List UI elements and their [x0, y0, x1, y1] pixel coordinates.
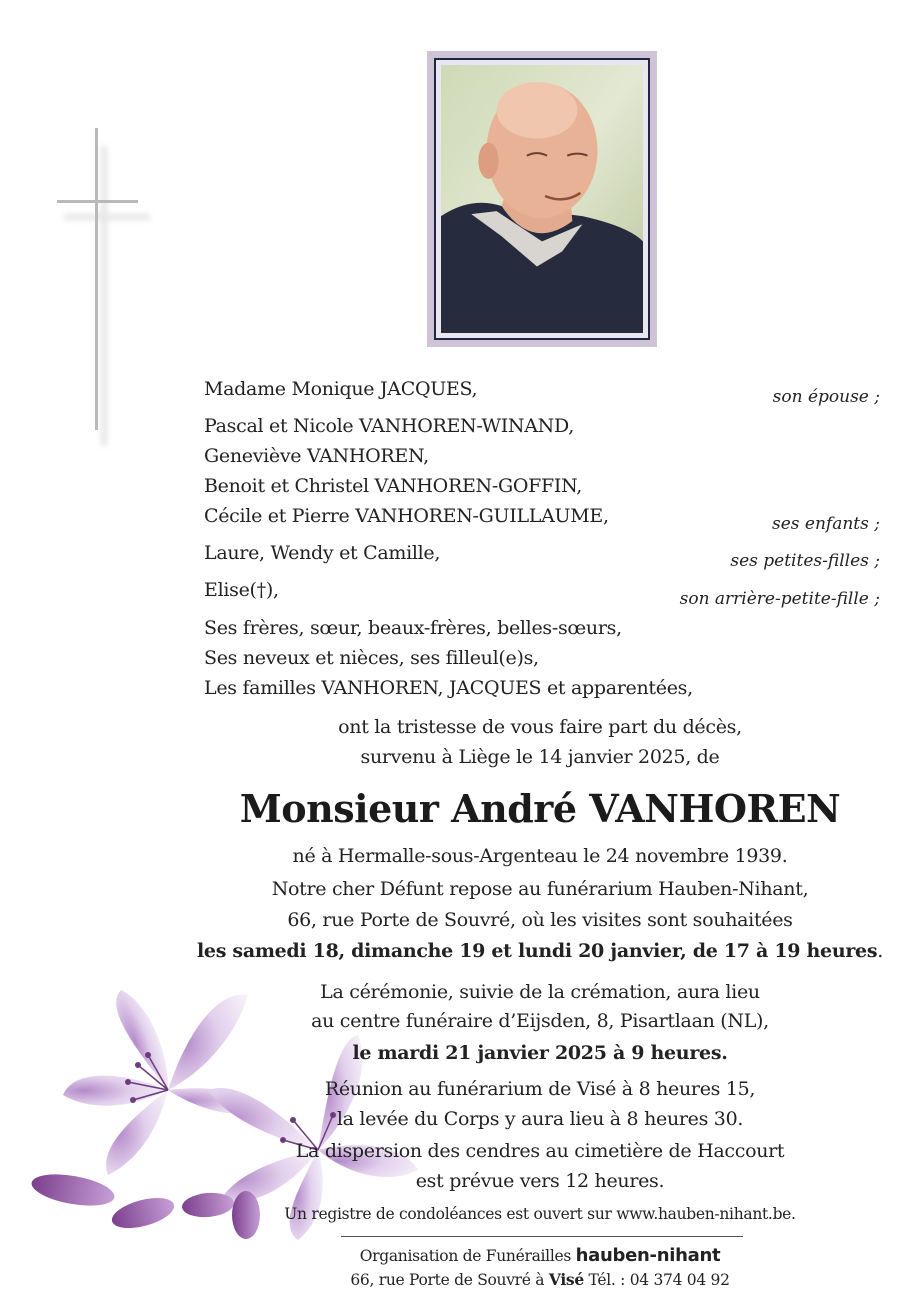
photo-frame [427, 51, 657, 347]
ceremony-line: est prévue vers 12 heures. [415, 1170, 665, 1192]
visitation-line: 66, rue Porte de Souvré, où les visites sont souhaitées [287, 909, 793, 931]
ceremony-line: La cérémonie, suivie de la crémation, aura lieu [320, 981, 760, 1003]
family-great-granddaughter: Elise(†), [204, 579, 279, 601]
footer-address [140, 1270, 918, 1289]
visitation-dates-text: les samedi 18, dimanche 19 et lundi 20 janvier, de 17 à 19 heures [197, 940, 878, 962]
footer-divider [341, 1236, 743, 1237]
family-child: Pascal et Nicole VANHOREN-WINAND, [204, 415, 574, 437]
ceremony-line: Réunion au funérarium de Visé à 8 heures 15, [324, 1078, 756, 1100]
cross-icon [95, 128, 98, 430]
family-other: Les familles VANHOREN, JACQUES et apparentées, [204, 677, 693, 699]
portrait-photo [441, 65, 643, 333]
ceremony-line: au centre funéraire d’Eijsden, 8, Pisartlaan (NL), [311, 1010, 769, 1032]
relation-great-granddaughter: son arrière-petite-fille ; [679, 589, 880, 609]
visitation-dates [150, 940, 918, 962]
announcement-line: survenu à Liège le 14 janvier 2025, de [360, 746, 720, 768]
ceremony-line: la levée du Corps y aura lieu à 8 heures 30. [336, 1108, 744, 1130]
ceremony-date: le mardi 21 janvier 2025 à 9 heures. [352, 1042, 728, 1064]
family-granddaughters: Laure, Wendy et Camille, [204, 542, 441, 564]
footer-org-prefix: Organisation de Funérailles [359, 1247, 572, 1265]
relation-granddaughters: ses petites-filles ; [730, 551, 880, 571]
footer-org [140, 1245, 918, 1266]
condolence-registry: Un registre de condoléances est ouvert sur www.hauben-nihant.be. [284, 1205, 796, 1223]
visitation-line: Notre cher Défunt repose au funérarium Hauben-Nihant, [271, 878, 809, 900]
cross-shadow-bar [64, 214, 150, 220]
cross-icon-bar [57, 200, 138, 203]
birth-info: né à Hermalle-sous-Argenteau le 24 novembre 1939. [292, 845, 788, 867]
family-other: Ses frères, sœur, beaux-frères, belles-sœurs, [204, 617, 622, 639]
deceased-name: Monsieur André VANHOREN [239, 786, 841, 831]
family-child: Cécile et Pierre VANHOREN-GUILLAUME, [204, 505, 609, 527]
family-other: Ses neveux et nièces, ses filleul(e)s, [204, 647, 539, 669]
relation-children: ses enfants ; [772, 514, 880, 534]
brand-logo: hauben-nihant [575, 1245, 721, 1266]
relation-spouse: son épouse ; [772, 387, 880, 407]
visitation-dates-end: . [877, 940, 883, 962]
ceremony-line: La dispersion des cendres au cimetière de Haccourt [295, 1140, 785, 1162]
footer-phone: Tél. : 04 374 04 92 [588, 1271, 730, 1289]
family-child: Benoit et Christel VANHOREN-GOFFIN, [204, 475, 582, 497]
family-child: Geneviève VANHOREN, [204, 445, 429, 467]
cross-shadow [101, 146, 107, 446]
announcement-line: ont la tristesse de vous faire part du décès, [338, 716, 742, 738]
footer-city: Visé [548, 1270, 584, 1289]
footer-address-prefix: 66, rue Porte de Souvré à [350, 1271, 545, 1289]
family-spouse: Madame Monique JACQUES, [204, 378, 478, 400]
